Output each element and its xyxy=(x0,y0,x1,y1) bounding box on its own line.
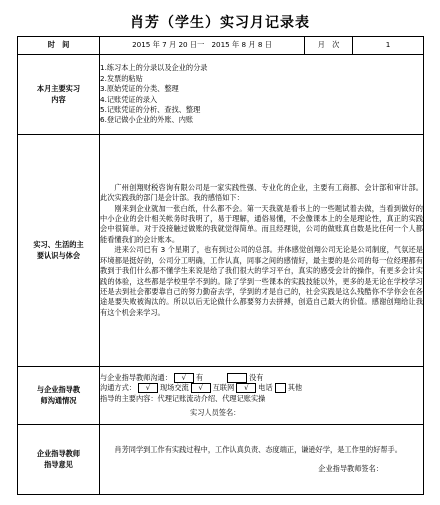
other-checkbox[interactable] xyxy=(275,383,286,393)
opinion-label xyxy=(18,425,100,495)
experience-paragraph: 进来公司已有 3 个星期了，也有到过公司的总部。并体感觉创翔公司无论是公司制度，气氛还是环境都是挺好的，公司分工明确，工作认真，同事之间的感情好，最主要的是公司的每一位经理都有教到于我们什么都不懂学生来说是给了我们很大的学习平台，真实的感受会计的操作，有更多会计实践的体验，这些都是学校里学不到的。除了学到一些课本的实践技能以外，更多的是无论在学校学习还是去到社会都要靠自己的努力勤奋去学，学到的才是自己的，社会实践是这么残酷你不学你会在各途是要失败被淘汰的。所以以后无论做什么都要努力去拼搏，创造自己最大的价值。感谢创翔给让我有这个机会来学习。 xyxy=(100,245,423,317)
no-checkbox[interactable] xyxy=(227,373,247,383)
content-item: 5.记账凭证的分析、查找、整理 xyxy=(100,104,201,114)
communication-label xyxy=(18,367,100,425)
experience-paragraph: 广州创翔财税咨询有限公司是一家实践性强、专业化的企业，主要有工商都、会计部和审计部。此次实践我的部门是会计部。我的感悟如下： xyxy=(100,182,423,203)
content-label-line1: 本月主要实习 xyxy=(36,84,81,94)
onsite-checkbox[interactable]: √ xyxy=(138,383,158,393)
opinion-label-line2: 指导意见 xyxy=(44,459,73,469)
communication-line1 xyxy=(100,373,423,383)
no-label: 没有 xyxy=(249,372,264,382)
opinion-row xyxy=(18,425,424,495)
communication-label-line2: 师沟通情况 xyxy=(40,395,77,405)
method-prompt: 沟通方式： xyxy=(100,383,136,393)
communication-line2 xyxy=(100,383,423,393)
communication-row xyxy=(18,367,424,425)
experience-row xyxy=(18,135,424,367)
time-label: 时 间 xyxy=(18,37,100,55)
content-item: 1.练习本上的分录以及企业的分录 xyxy=(100,63,208,73)
content-list xyxy=(100,55,424,135)
communication-prompt: 与企业指导教师沟通： xyxy=(100,372,172,382)
month-value: 1 xyxy=(353,37,424,55)
internet-checkbox[interactable]: √ xyxy=(191,383,211,393)
opinion-content xyxy=(100,425,424,495)
yes-label: 有 xyxy=(195,372,204,382)
time-period: 2015 年 7 月 20 日一 2015 年 8 月 8 日 xyxy=(100,37,305,55)
content-row xyxy=(18,55,424,135)
content-item: 6.登记做小企业的外账、内账 xyxy=(100,115,194,125)
internet-label: 互联网 xyxy=(212,383,235,393)
experience-paragraph: 刚来到企业就加一张白纸，什么都不会。第一天我就是看书上的一些题试着去做，当看到做好的中小企业的会计相关帐务时我明了，易于理解，通俗易懂，不会像课本上的全是理论性，真正的实践会中很简单。对于没接触过做账的我就觉得简单。而且经理说，公司的做账真自数是比任何一个人都能看懂我们的会计账本。 xyxy=(100,203,423,244)
experience-label-line2: 要认识与体会 xyxy=(36,250,81,260)
content-item: 3.原始凭证的分类、整理 xyxy=(100,84,179,94)
form-title: 肖芳（学生）实习月记录表 xyxy=(130,15,310,31)
opinion-text: 肖芳同学到工作有实践过程中，工作认真负责、态度端正，谦逊好学，是工作里的好帮手。 xyxy=(114,445,402,455)
guidance-content: 指导的主要内容：代理记账流动介绍、代理记账实操 xyxy=(100,393,266,403)
phone-checkbox[interactable]: √ xyxy=(236,383,256,393)
record-form-table xyxy=(17,36,424,495)
student-signature: 实习人员签名： xyxy=(190,407,241,417)
communication-label-line1: 与企业指导教 xyxy=(36,385,81,395)
communication-content xyxy=(100,367,424,425)
yes-checkbox[interactable]: √ xyxy=(174,373,194,383)
onsite-label: 现场交流 xyxy=(159,383,189,393)
other-label: 其他 xyxy=(287,383,303,393)
experience-label xyxy=(18,135,100,367)
month-label: 月 次 xyxy=(305,37,353,55)
content-item: 4.记账凭证的录入 xyxy=(100,94,158,104)
teacher-signature: 企业指导教师签名： xyxy=(318,463,383,473)
content-label-line2: 内容 xyxy=(51,94,66,104)
content-label xyxy=(18,55,100,135)
content-item: 2.发票的粘贴 xyxy=(100,73,143,83)
experience-text xyxy=(100,135,424,367)
time-row xyxy=(18,37,424,55)
opinion-label-line1: 企业指导教师 xyxy=(36,449,81,459)
experience-label-line1: 实习、生活的主 xyxy=(33,240,84,250)
phone-label: 电话 xyxy=(258,383,273,393)
